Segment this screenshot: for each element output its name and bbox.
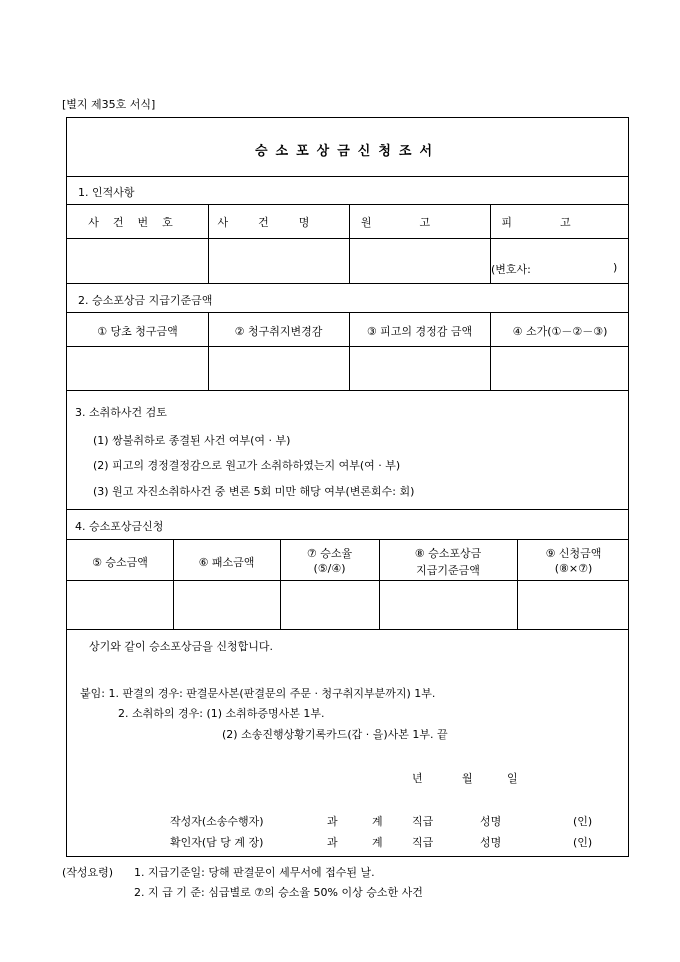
divider: [67, 580, 628, 581]
col-request-formula: (⑧×⑦): [554, 562, 593, 575]
divider: [67, 346, 628, 347]
date-month: 월: [462, 772, 473, 785]
divider: [67, 312, 628, 313]
notes-label: (작성요령): [62, 866, 114, 879]
date-year: 년: [412, 772, 423, 785]
review-item: (3) 원고 자진소취하사건 중 변론 5회 미만 해당 여부(변론회수: 회): [93, 485, 415, 498]
divider: [173, 539, 174, 629]
signer-grade: 직급: [412, 836, 434, 849]
attachment-1: 붙임: 1. 판결의 경우: 판결문사본(판결문의 주문 · 청구취지부분까지) 1부.: [80, 687, 436, 700]
col-correction: ③ 피고의 경정감 금액: [366, 325, 473, 338]
application-statement: 상기와 같이 승소포상금을 신청합니다.: [89, 640, 274, 653]
signer-seal: (인): [573, 815, 593, 828]
col-original-claim: ① 당초 청구금액: [97, 325, 178, 338]
signer-name: 성명: [480, 836, 502, 849]
section3-heading: 3. 소취하사건 검토: [75, 406, 167, 419]
col-win-rate: ⑦ 승소율: [306, 547, 353, 560]
attachment-2: 2. 소취하의 경우: (1) 소취하증명사본 1부.: [118, 707, 325, 720]
col-plaintiff: 원고: [360, 216, 479, 229]
review-item: (2) 피고의 경정결정감으로 원고가 소취하하였는지 여부(여 · 부): [93, 459, 401, 472]
col-win-amount: ⑤ 승소금액: [92, 556, 148, 569]
form-label: [별지 제35호 서식]: [62, 98, 156, 111]
divider: [67, 539, 628, 540]
divider: [67, 204, 628, 205]
attachment-3: (2) 소송진행상황기록카드(갑 · 을)사본 1부. 끝: [222, 728, 448, 741]
signer-seal: (인): [573, 836, 593, 849]
divider: [67, 629, 628, 630]
signer-team: 계: [372, 836, 383, 849]
signer-role: 확인자(담 당 계 장): [170, 836, 264, 849]
col-claim-value: ④ 소가(①－②－③): [512, 325, 608, 338]
signer-section: 과: [327, 815, 338, 828]
divider: [67, 509, 628, 510]
lawyer-label: (변호사:: [491, 263, 531, 276]
notes-line-2: 2. 지 급 기 준: 심급별로 ⑦의 승소율 50% 이상 승소한 사건: [134, 886, 423, 899]
col-claim-change: ② 청구취지변경감: [234, 325, 323, 338]
col-defendant: 피고: [501, 216, 619, 229]
col-reward-basis-sub: 지급기준금액: [416, 564, 480, 577]
divider: [67, 176, 628, 177]
form-frame: [66, 117, 629, 857]
col-case-name: 사건명: [217, 216, 340, 229]
signer-section: 과: [327, 836, 338, 849]
section1-heading: 1. 인적사항: [78, 186, 135, 199]
divider: [67, 283, 628, 284]
lawyer-close: ): [613, 261, 618, 274]
signer-grade: 직급: [412, 815, 434, 828]
col-win-rate-formula: (⑤/④): [313, 562, 346, 575]
review-item: (1) 쌍불취하로 종결된 사건 여부(여 · 부): [93, 434, 291, 447]
notes-line-1: 1. 지급기준일: 당해 판결문이 세무서에 접수된 날.: [134, 866, 375, 879]
divider: [67, 390, 628, 391]
section4-heading: 4. 승소포상금신청: [75, 520, 164, 533]
col-reward-basis: ⑧ 승소포상금: [414, 547, 482, 560]
signer-team: 계: [372, 815, 383, 828]
date-day: 일: [507, 772, 518, 785]
col-request-amount: ⑨ 신청금액: [545, 547, 602, 560]
col-case-number: 사건번호: [88, 216, 187, 229]
signer-name: 성명: [480, 815, 502, 828]
divider: [67, 238, 628, 239]
form-title: 승소포상금신청조서: [254, 144, 441, 159]
section2-heading: 2. 승소포상금 지급기준금액: [78, 294, 213, 307]
col-loss-amount: ⑥ 패소금액: [198, 556, 255, 569]
signer-role: 작성자(소송수행자): [170, 815, 264, 828]
